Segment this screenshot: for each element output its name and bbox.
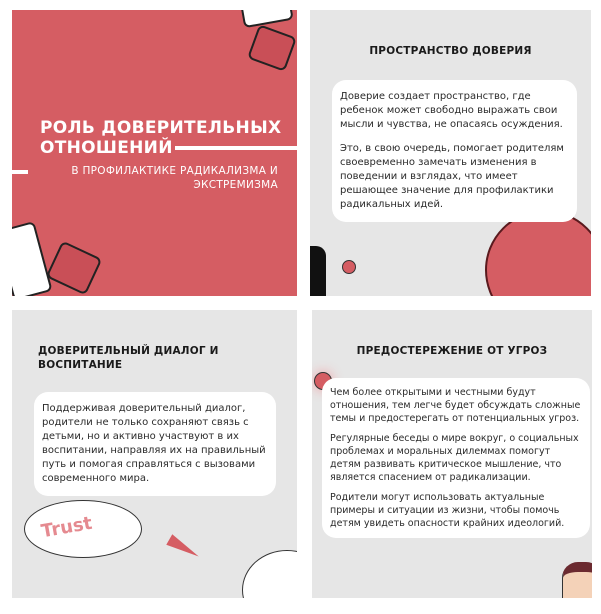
small-bubble — [342, 260, 356, 274]
paper-plane-icon — [166, 534, 201, 561]
thinking-person-illustration — [562, 562, 592, 598]
slide-heading: ПРОСТРАНСТВО ДОВЕРИЯ — [369, 45, 532, 57]
puzzle-icon — [240, 10, 293, 28]
cloud-illustration — [242, 550, 297, 598]
paragraph: Чем более открытыми и честными будут отношения, тем легче будет обсуждать сложные темы и предостерегать от потенциальных угроз. — [330, 387, 581, 424]
silhouette-illustration — [310, 246, 326, 296]
slide-title — [12, 10, 297, 296]
subtitle-line: ЭКСТРЕМИЗМА — [193, 179, 278, 191]
paragraph: Доверие создает пространство, где ребенок может свободно выражать свои мысли и чувства, не опасаясь осуждения. — [340, 91, 563, 130]
cloud-word: Trust — [39, 512, 94, 543]
subtitle-line: В ПРОФИЛАКТИКЕ РАДИКАЛИЗМА И — [71, 165, 278, 177]
puzzle-icon — [46, 241, 103, 296]
text-card — [332, 80, 577, 222]
slide-dialog — [12, 310, 297, 598]
cloud-illustration — [24, 500, 142, 558]
paragraph: Поддерживая доверительный диалог, родители не только сохраняют связь с детьми, но и активно участвуют в их воспитании, направляя их на правильный путь и помогая справляться с вызовами современного мира. — [42, 403, 266, 484]
text-card — [322, 378, 590, 538]
bubble-illustration — [485, 210, 591, 296]
text-card — [34, 392, 276, 496]
divider — [12, 170, 28, 174]
paragraph: Регулярные беседы о мире вокруг, о социальных проблемах и моральных дилеммах помогут детям развивать критическое мышление, что является спасением от радикализации. — [330, 433, 579, 483]
title-line: ОТНОШЕНИЙ — [40, 138, 173, 158]
divider — [175, 146, 297, 150]
slide-heading: ПРЕДОСТЕРЕЖЕНИЕ ОТ УГРОЗ — [356, 345, 548, 357]
subtitle — [38, 164, 278, 192]
slide-warning — [312, 310, 592, 598]
slide-trust-space — [310, 10, 591, 296]
slide-heading: ДОВЕРИТЕЛЬНЫЙ ДИАЛОГ И ВОСПИТАНИЕ — [38, 345, 219, 371]
main-title — [40, 118, 281, 158]
title-line: РОЛЬ ДОВЕРИТЕЛЬНЫХ — [40, 118, 282, 138]
paragraph: Это, в свою очередь, помогает родителям своевременно замечать изменения в поведении и взглядах, что имеет решающее значение для профилактики радикальных идей. — [340, 143, 564, 210]
paragraph: Родители могут использовать актуальные примеры и ситуации из жизни, чтобы помочь детям увидеть опасности крайних идеологий. — [330, 492, 565, 529]
puzzle-icon — [247, 24, 297, 72]
puzzle-icon — [12, 221, 53, 296]
